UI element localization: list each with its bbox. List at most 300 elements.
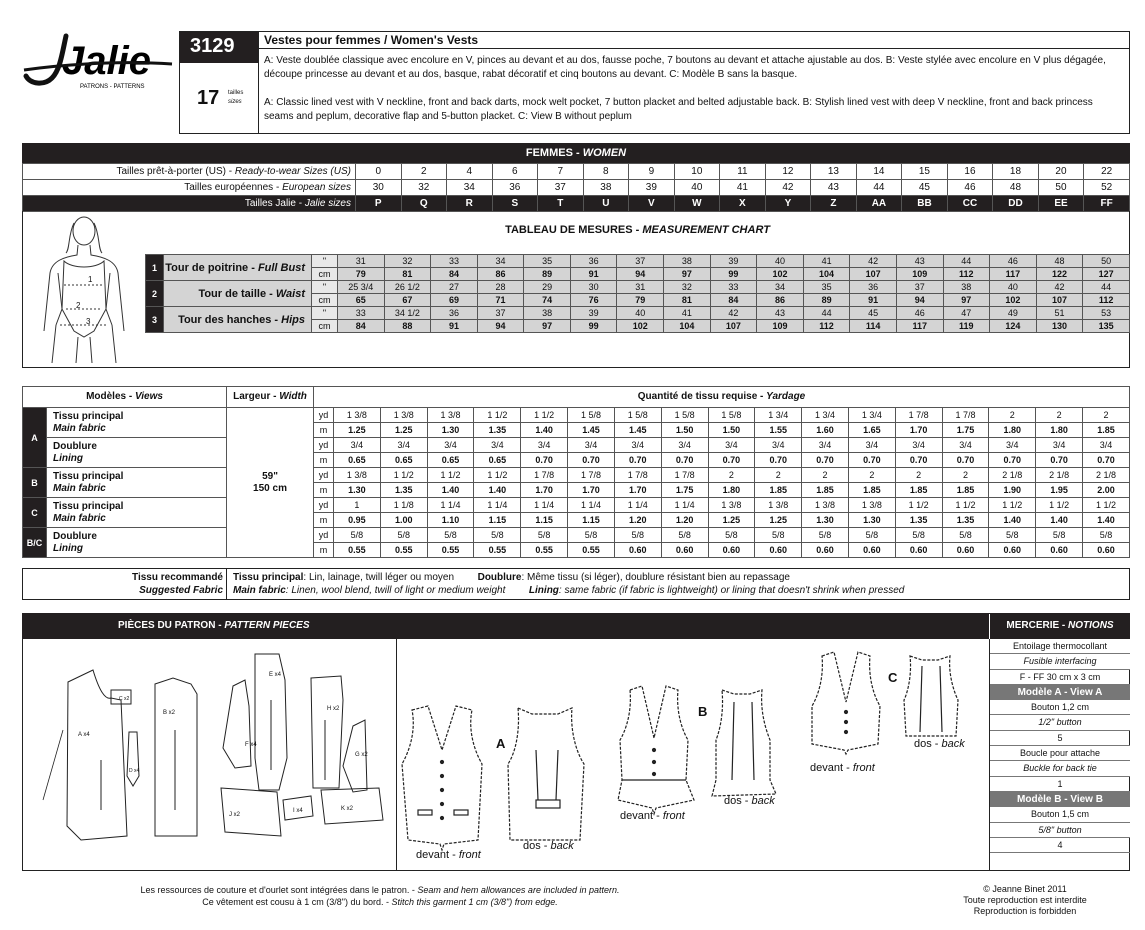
yardage-yd-cell: 2	[895, 468, 942, 483]
size-cell: S	[492, 196, 538, 212]
measure-inch-cell: 40	[990, 281, 1037, 294]
size-cell: 32	[401, 180, 447, 196]
measurement-title-en: MEASUREMENT CHART	[642, 224, 770, 236]
size-cell: P	[356, 196, 402, 212]
piece-h	[311, 676, 343, 788]
yardage-yd-cell: 3/4	[1083, 438, 1130, 453]
yardage-yd-cell: 5/8	[427, 528, 474, 543]
width-header: Largeur - Width	[227, 387, 314, 408]
measure-cm-cell: 117	[896, 320, 943, 333]
jalie-logo	[22, 30, 174, 100]
yardage-yd-cell: 3/4	[848, 438, 895, 453]
size-cell: BB	[902, 196, 948, 212]
piece-c	[111, 690, 131, 704]
measure-inch-cell: 33	[431, 255, 478, 268]
piece-label-g: G x2	[355, 752, 368, 758]
yardage-m-cell: 1.00	[380, 513, 427, 528]
lining-en: : same fabric (if fabric is lightweight) or lining that doesn't shrink when pressed	[558, 585, 905, 596]
yardage-yd-cell: 5/8	[1036, 528, 1083, 543]
measure-label: Tour de poitrine - Full Bust	[164, 255, 312, 281]
measure-inch-cell: 43	[757, 307, 804, 320]
yardage-m-cell: 1.50	[661, 423, 708, 438]
yardage-yd-cell: 3/4	[1036, 438, 1083, 453]
yardage-m-cell: 0.70	[755, 453, 802, 468]
notions-header-en: NOTIONS	[1068, 620, 1114, 631]
yardage-yd-cell: 1 1/8	[380, 498, 427, 513]
width-in: 59"	[262, 470, 278, 482]
view-b-front	[618, 686, 694, 814]
size-cell: CC	[947, 196, 993, 212]
measure-cm-cell: 86	[477, 268, 524, 281]
size-cell: 14	[856, 164, 902, 180]
yardage-m-cell: 1.70	[568, 483, 615, 498]
measure-cm-cell: 67	[384, 294, 431, 307]
sizes-header-fr: FEMMES -	[525, 147, 583, 159]
yardage-yd-cell: 2	[848, 468, 895, 483]
yardage-yd-cell: 1 3/8	[708, 498, 755, 513]
yardage-yd-cell: 1 1/2	[1036, 498, 1083, 513]
measure-inch-cell: 33	[710, 281, 757, 294]
size-cell: Z	[811, 196, 857, 212]
lining-fr: : Même tissu (si léger), doublure résistant bien au repassage	[521, 572, 790, 583]
size-cell: 44	[856, 180, 902, 196]
view-letter-cell: A	[23, 408, 47, 468]
yardage-m-cell: 0.70	[708, 453, 755, 468]
size-row	[23, 180, 1130, 196]
yardage-row	[23, 498, 1130, 513]
yardage-m-cell: 1.85	[848, 483, 895, 498]
unit-m: m	[314, 423, 334, 438]
measure-inch-cell: 49	[990, 307, 1037, 320]
yardage-m-cell: 0.55	[521, 543, 568, 558]
yardage-yd-cell: 2	[802, 468, 849, 483]
view-letter-cell: B/C	[23, 528, 47, 558]
yardage-yd-cell: 1 1/2	[942, 498, 989, 513]
measure-inch-cell: 38	[664, 255, 711, 268]
view-c-back-caption: dos - back	[914, 738, 965, 750]
measure-inch-cell: 44	[943, 255, 990, 268]
measure-cm-cell: 84	[338, 320, 385, 333]
yardage-yd-cell: 3/4	[568, 438, 615, 453]
measure-row	[146, 307, 1130, 320]
lining-fr-label: Doublure	[477, 572, 522, 583]
yardage-row	[23, 408, 1130, 423]
yardage-m-cell: 1.30	[427, 423, 474, 438]
yardage-m-cell: 1.45	[614, 423, 661, 438]
measure-inch-cell: 43	[896, 255, 943, 268]
measure-cm-cell: 97	[664, 268, 711, 281]
measure-cm-cell: 84	[710, 294, 757, 307]
size-cell: 38	[583, 180, 629, 196]
yardage-yd-cell: 1 1/2	[427, 468, 474, 483]
yardage-yd-cell: 5/8	[380, 528, 427, 543]
yardage-yd-cell: 2 1/8	[1036, 468, 1083, 483]
yardage-m-cell: 0.95	[334, 513, 381, 528]
yardage-yd-cell: 3/4	[755, 438, 802, 453]
measure-inch-cell: 38	[524, 307, 571, 320]
yardage-row	[23, 468, 1130, 483]
measure-inch-cell: 28	[477, 281, 524, 294]
notion-item: 1	[990, 777, 1130, 792]
yardage-m-cell: 1.85	[755, 483, 802, 498]
yardage-m-cell: 0.55	[427, 543, 474, 558]
measure-cm-cell: 89	[524, 268, 571, 281]
size-row-label: Tailles Jalie - Jalie sizes	[23, 196, 356, 212]
measure-inch-cell: 37	[896, 281, 943, 294]
size-cell: 11	[720, 164, 766, 180]
yardage-row	[23, 438, 1130, 453]
yardage-m-cell: 1.40	[989, 513, 1036, 528]
yardage-m-cell: 0.70	[848, 453, 895, 468]
unit-m: m	[314, 483, 334, 498]
yardage-m-cell: 1.50	[708, 423, 755, 438]
copyright-line2: Toute reproduction est interdite	[963, 895, 1087, 905]
piece-label-k: K x2	[341, 806, 354, 812]
view-a-front	[402, 706, 482, 850]
sizes-count: 17	[197, 87, 220, 109]
measure-cm-cell: 94	[477, 320, 524, 333]
unit-yd: yd	[314, 438, 334, 453]
size-cell: Y	[765, 196, 811, 212]
measure-cm-cell: 94	[617, 268, 664, 281]
yardage-m-cell: 0.60	[1083, 543, 1130, 558]
unit-yd: yd	[314, 528, 334, 543]
suggested-fabric-box	[22, 568, 1130, 600]
yardage-m-cell: 0.60	[755, 543, 802, 558]
yardage-yd-cell: 1	[334, 498, 381, 513]
size-cell: U	[583, 196, 629, 212]
yardage-header-row	[23, 387, 1130, 408]
view-b-back	[712, 690, 776, 796]
notions-header-bar	[990, 613, 1130, 639]
yardage-m-cell: 1.15	[568, 513, 615, 528]
measure-inch-cell: 42	[1036, 281, 1083, 294]
measure-number: 2	[146, 281, 164, 307]
yardage-m-cell: 1.60	[802, 423, 849, 438]
notion-item: Modèle B - View B	[990, 792, 1130, 807]
width-cell	[227, 408, 314, 558]
yardage-m-cell: 0.60	[661, 543, 708, 558]
measure-cm-cell: 135	[1083, 320, 1130, 333]
view-b-letter: B	[698, 704, 708, 719]
vest-drawings	[398, 640, 988, 870]
yardage-m-cell: 1.40	[427, 483, 474, 498]
yardage-yd-cell: 1 1/4	[568, 498, 615, 513]
figure-illustration	[28, 213, 140, 367]
size-row-label: Tailles prêt-à-porter (US) - Ready-to-wear Sizes (US)	[23, 164, 356, 180]
size-cell: FF	[1084, 196, 1130, 212]
yardage-yd-cell: 5/8	[895, 528, 942, 543]
measurement-title	[145, 224, 1130, 236]
size-cell: EE	[1038, 196, 1084, 212]
size-cell: DD	[993, 196, 1039, 212]
yardage-yd-cell: 5/8	[521, 528, 568, 543]
yardage-yd-cell: 1 1/2	[474, 408, 521, 423]
yardage-yd-cell: 5/8	[568, 528, 615, 543]
yardage-m-cell: 0.65	[334, 453, 381, 468]
yardage-yd-cell: 5/8	[474, 528, 521, 543]
yardage-row	[23, 528, 1130, 543]
measure-inch-cell: 41	[664, 307, 711, 320]
pieces-header-fr: PIÈCES DU PATRON -	[118, 620, 225, 631]
yardage-m-cell: 1.15	[474, 513, 521, 528]
size-cell: V	[629, 196, 675, 212]
measure-inch-cell: 36	[431, 307, 478, 320]
size-cell: 42	[765, 180, 811, 196]
view-a-front-caption: devant - front	[416, 849, 481, 861]
sizes-label-fr: tailles	[228, 90, 244, 96]
footer-line1-fr: Les ressources de couture et d'ourlet sont intégrées dans le patron. -	[140, 885, 418, 895]
piece-a	[43, 670, 127, 840]
yardage-m-cell: 1.20	[614, 513, 661, 528]
yardage-m-cell: 1.10	[427, 513, 474, 528]
suggested-label-fr: Tissu recommandé	[132, 572, 223, 583]
unit-yd: yd	[314, 468, 334, 483]
measure-cm-cell: 117	[990, 268, 1037, 281]
measure-cm-cell: 71	[477, 294, 524, 307]
measure-inch-cell: 37	[477, 307, 524, 320]
yardage-yd-cell: 3/4	[802, 438, 849, 453]
yardage-yd-cell: 5/8	[334, 528, 381, 543]
pieces-header-en: PATTERN PIECES	[224, 620, 310, 631]
size-cell: 20	[1038, 164, 1084, 180]
yardage-yd-cell: 3/4	[895, 438, 942, 453]
yardage-m-cell: 1.55	[755, 423, 802, 438]
size-row	[23, 164, 1130, 180]
footer-line2-fr: Ce vêtement est cousu à 1 cm (3/8") du bord. -	[202, 897, 392, 907]
yardage-m-cell: 1.90	[989, 483, 1036, 498]
measure-cm-cell: 102	[757, 268, 804, 281]
measure-cm-cell: 79	[338, 268, 385, 281]
measure-row	[146, 255, 1130, 268]
yardage-m-cell: 1.25	[755, 513, 802, 528]
measure-cm-cell: 74	[524, 294, 571, 307]
yardage-m-cell: 0.55	[334, 543, 381, 558]
piece-e	[255, 654, 287, 790]
measure-cm-cell: 91	[431, 320, 478, 333]
piece-label-b: B x2	[163, 710, 176, 716]
suggested-fr-line	[233, 572, 790, 583]
yardage-m-cell: 0.60	[614, 543, 661, 558]
size-cell: 40	[674, 180, 720, 196]
size-row	[23, 196, 1130, 212]
measure-inch-cell: 31	[338, 255, 385, 268]
piece-label-c: C x2	[119, 696, 130, 702]
notions-list	[990, 639, 1130, 853]
fabric-label: Doublure Lining	[47, 528, 227, 558]
yardage-m-cell: 0.70	[989, 453, 1036, 468]
yardage-m-cell: 1.40	[474, 483, 521, 498]
measure-inch-cell: 53	[1083, 307, 1130, 320]
yardage-yd-cell: 1 1/4	[427, 498, 474, 513]
size-cell: 2	[401, 164, 447, 180]
yardage-yd-cell: 1 5/8	[708, 408, 755, 423]
measure-row	[146, 281, 1130, 294]
view-a-back	[508, 708, 584, 840]
yardage-yd-cell: 1 3/8	[334, 408, 381, 423]
yardage-yd-cell: 2 1/8	[1083, 468, 1130, 483]
view-c-back	[904, 656, 958, 736]
piece-d	[127, 732, 140, 786]
yardage-yd-cell: 1 7/8	[614, 468, 661, 483]
yardage-yd-cell: 1 3/4	[802, 408, 849, 423]
measure-cm-cell: 112	[943, 268, 990, 281]
yardage-yd-cell: 1 1/2	[1083, 498, 1130, 513]
measure-cm-cell: 89	[803, 294, 850, 307]
fabric-label: Doublure Lining	[47, 438, 227, 468]
notion-item: Bouton 1,5 cm	[990, 807, 1130, 822]
measure-inch-cell: 47	[943, 307, 990, 320]
measure-inch-cell: 51	[1036, 307, 1083, 320]
view-letter-cell: C	[23, 498, 47, 528]
yardage-yd-cell: 1 7/8	[568, 468, 615, 483]
copyright-line1: © Jeanne Binet 2011	[983, 884, 1067, 894]
yardage-m-cell: 1.80	[708, 483, 755, 498]
yardage-m-cell: 1.80	[1036, 423, 1083, 438]
yardage-yd-cell: 1 7/8	[521, 468, 568, 483]
size-cell: 43	[811, 180, 857, 196]
measure-inch-cell: 27	[431, 281, 478, 294]
yardage-yd-cell: 3/4	[661, 438, 708, 453]
measure-cm-cell: 107	[710, 320, 757, 333]
yardage-m-cell: 1.75	[661, 483, 708, 498]
yardage-m-cell: 1.70	[614, 483, 661, 498]
notion-item: Boucle pour attache	[990, 746, 1130, 761]
measure-cm-cell: 114	[850, 320, 897, 333]
view-b-front-caption: devant - front	[620, 810, 685, 822]
yardage-m-cell: 1.25	[708, 513, 755, 528]
measure-label: Tour des hanches - Hips	[164, 307, 312, 333]
measure-inch-cell: 42	[850, 255, 897, 268]
size-cell: 37	[538, 180, 584, 196]
size-cell: 6	[492, 164, 538, 180]
yardage-yd-cell: 3/4	[427, 438, 474, 453]
size-cell: 0	[356, 164, 402, 180]
size-cell: T	[538, 196, 584, 212]
measure-inch-cell: 32	[664, 281, 711, 294]
pattern-pieces-drawing	[23, 640, 395, 870]
measure-cm-cell: 130	[1036, 320, 1083, 333]
yardage-m-cell: 0.70	[942, 453, 989, 468]
measure-inch-cell: 40	[617, 307, 664, 320]
measure-inch-cell: 45	[850, 307, 897, 320]
measure-inch-cell: 44	[1083, 281, 1130, 294]
measure-cm-cell: 97	[524, 320, 571, 333]
yardage-m-cell: 0.60	[895, 543, 942, 558]
measure-cm-cell: 119	[943, 320, 990, 333]
unit-yd: yd	[314, 408, 334, 423]
size-cell: 7	[538, 164, 584, 180]
size-cell: 16	[947, 164, 993, 180]
description-fr: A: Veste doublée classique avec encolure en V, pinces au devant et au dos, fausse poche, 7 boutons au devant et attache ajustable au dos. B: Veste stylée avec encolure en V plus dégagée, découpe princesse au devant et au dos, basque, rabat décoratif et cinq boutons au devant. C: Modèle B sans la basque.	[264, 55, 1106, 80]
yardage-yd-cell: 5/8	[802, 528, 849, 543]
view-c-front	[812, 652, 880, 754]
measure-cm-cell: 91	[850, 294, 897, 307]
unit-cm: cm	[312, 268, 338, 281]
lining-en-label: Lining	[528, 585, 559, 596]
yardage-yd-cell: 1 1/2	[895, 498, 942, 513]
measure-cm-cell: 69	[431, 294, 478, 307]
yardage-yd-cell: 1 1/2	[521, 408, 568, 423]
yardage-yd-cell: 5/8	[614, 528, 661, 543]
yardage-m-cell: 0.60	[942, 543, 989, 558]
yardage-m-cell: 1.20	[661, 513, 708, 528]
views-header: Modèles - Views	[23, 387, 227, 408]
piece-label-i: I x4	[293, 808, 303, 814]
measure-inch-cell: 41	[803, 255, 850, 268]
footer-line2-en: Stitch this garment 1 cm (3/8") from edge.	[391, 897, 558, 907]
piece-i	[283, 796, 313, 820]
yardage-m-cell: 0.60	[802, 543, 849, 558]
yardage-yd-cell: 3/4	[380, 438, 427, 453]
yardage-yd-cell: 3/4	[614, 438, 661, 453]
yardage-yd-cell: 2	[942, 468, 989, 483]
yardage-m-cell: 0.70	[568, 453, 615, 468]
measure-inch-cell: 33	[338, 307, 385, 320]
yardage-yd-cell: 1 3/8	[380, 408, 427, 423]
yardage-yd-cell: 3/4	[521, 438, 568, 453]
yardage-yd-cell: 1 7/8	[942, 408, 989, 423]
copyright	[940, 884, 1110, 917]
measure-cm-cell: 102	[617, 320, 664, 333]
size-cell: 9	[629, 164, 675, 180]
measure-inch-cell: 42	[710, 307, 757, 320]
yardage-m-cell: 1.85	[942, 483, 989, 498]
size-cell: 12	[765, 164, 811, 180]
measure-cm-cell: 104	[664, 320, 711, 333]
size-cell: 41	[720, 180, 766, 196]
measure-cm-cell: 65	[338, 294, 385, 307]
measure-inch-cell: 32	[384, 255, 431, 268]
yardage-yd-cell: 3/4	[708, 438, 755, 453]
measure-cm-cell: 102	[990, 294, 1037, 307]
size-cell: 10	[674, 164, 720, 180]
view-c-letter: C	[888, 670, 898, 685]
sizes-grid	[22, 163, 1130, 212]
yardage-m-cell: 1.70	[895, 423, 942, 438]
main-fabric-en: : Linen, wool blend, twill of light or medium weight	[285, 585, 506, 596]
main-fabric-fr: : Lin, lainage, twill léger ou moyen	[303, 572, 455, 583]
main-fabric-en-label: Main fabric	[233, 585, 286, 596]
suggested-label-en: Suggested Fabric	[139, 585, 223, 596]
unit-inch: "	[312, 281, 338, 294]
size-cell: R	[447, 196, 493, 212]
size-cell: AA	[856, 196, 902, 212]
suggested-en-line	[233, 585, 904, 596]
yardage-m-cell: 0.60	[848, 543, 895, 558]
pieces-header-bar	[22, 613, 989, 639]
yardage-m-cell: 0.65	[427, 453, 474, 468]
sizes-header-en: WOMEN	[582, 147, 627, 159]
yardage-m-cell: 0.55	[380, 543, 427, 558]
yardage-m-cell: 0.70	[521, 453, 568, 468]
yardage-m-cell: 1.40	[521, 423, 568, 438]
size-cell: 50	[1038, 180, 1084, 196]
measure-inch-cell: 26 1/2	[384, 281, 431, 294]
yardage-m-cell: 0.70	[1036, 453, 1083, 468]
yardage-yd-cell: 2	[1036, 408, 1083, 423]
yardage-m-cell: 0.60	[708, 543, 755, 558]
piece-j	[221, 788, 281, 836]
measure-cm-cell: 107	[1036, 294, 1083, 307]
description-box	[258, 31, 1130, 134]
yardage-m-cell: 0.65	[380, 453, 427, 468]
yardage-yd-cell: 1 1/4	[474, 498, 521, 513]
size-cell: 34	[447, 180, 493, 196]
measure-cm-cell: 109	[896, 268, 943, 281]
footer-line1-en: Seam and hem allowances are included in pattern.	[417, 885, 620, 895]
unit-cm: cm	[312, 294, 338, 307]
